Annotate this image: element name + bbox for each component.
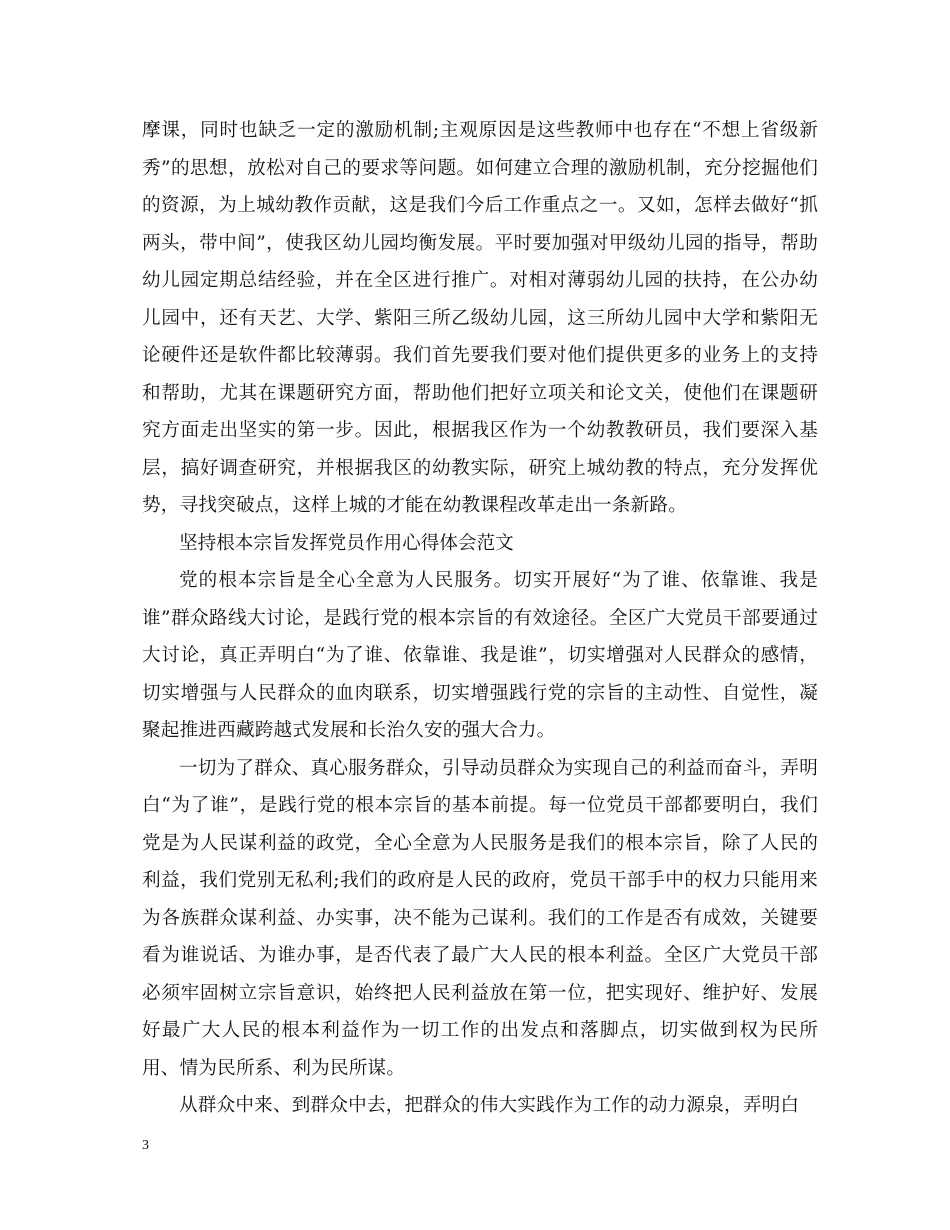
page-number: 3 [142,1138,149,1153]
paragraph-2: 党的根本宗旨是全心全意为人民服务。切实开展好“为了谁、依靠谁、我是谁”群众路线大讨论，是践行党的根本宗旨的有效途径。全区广大党员干部要通过大讨论，真正弄明白“为了谁、依靠谁、我是谁”，切实增强对人民群众的感情，切实增强与人民群众的血肉联系，切实增强践行党的宗旨的主动性、自觉性，凝聚起推进西藏跨越式发展和长治久安的强大合力。 [142,570,818,741]
document-body [142,112,818,1125]
article-title: 坚持根本宗旨发挥党员作用心得体会范文 [179,532,514,554]
paragraph-1: 摩课，同时也缺乏一定的激励机制;主观原因是这些教师中也存在“不想上省级新秀”的思想，放松对自己的要求等问题。如何建立合理的激励机制，充分挖掘他们的资源，为上城幼教作贡献，这是我们今后工作重点之一。又如，怎样去做好“抓两头，带中间”，使我区幼儿园均衡发展。平时要加强对甲级幼儿园的指导，帮助幼儿园定期总结经验，并在全区进行推广。对相对薄弱幼儿园的扶持，在公办幼儿园中，还有天艺、大学、紫阳三所乙级幼儿园，这三所幼儿园中大学和紫阳无论硬件还是软件都比较薄弱。我们首先要我们要对他们提供更多的业务上的支持和帮助，尤其在课题研究方面，帮助他们把好立项关和论文关，使他们在课题研究方面走出坚实的第一步。因此，根据我区作为一个幼教教研员，我们要深入基层，搞好调查研究，并根据我区的幼教实际，研究上城幼教的特点，充分发挥优势，寻找突破点，这样上城的才能在幼教课程改革走出一条新路。 [142,120,818,516]
paragraph-3: 一切为了群众、真心服务群众，引导动员群众为实现自己的利益而奋斗，弄明白“为了谁”，是践行党的根本宗旨的基本前提。每一位党员干部都要明白，我们党是为人民谋利益的政党，全心全意为人民服务是我们的根本宗旨，除了人民的利益，我们党别无私利;我们的政府是人民的政府，党员干部手中的权力只能用来为各族群众谋利益、办实事，决不能为己谋利。我们的工作是否有成效，关键要看为谁说话、为谁办事，是否代表了最广大人民的根本利益。全区广大党员干部必须牢固树立宗旨意识，始终把人民利益放在第一位，把实现好、维护好、发展好最广大人民的根本利益作为一切工作的出发点和落脚点，切实做到权为民所用、情为民所系、利为民所谋。 [142,757,818,1079]
paragraph-4: 从群众中来、到群众中去，把群众的伟大实践作为工作的动力源泉，弄明白 [179,1095,800,1116]
